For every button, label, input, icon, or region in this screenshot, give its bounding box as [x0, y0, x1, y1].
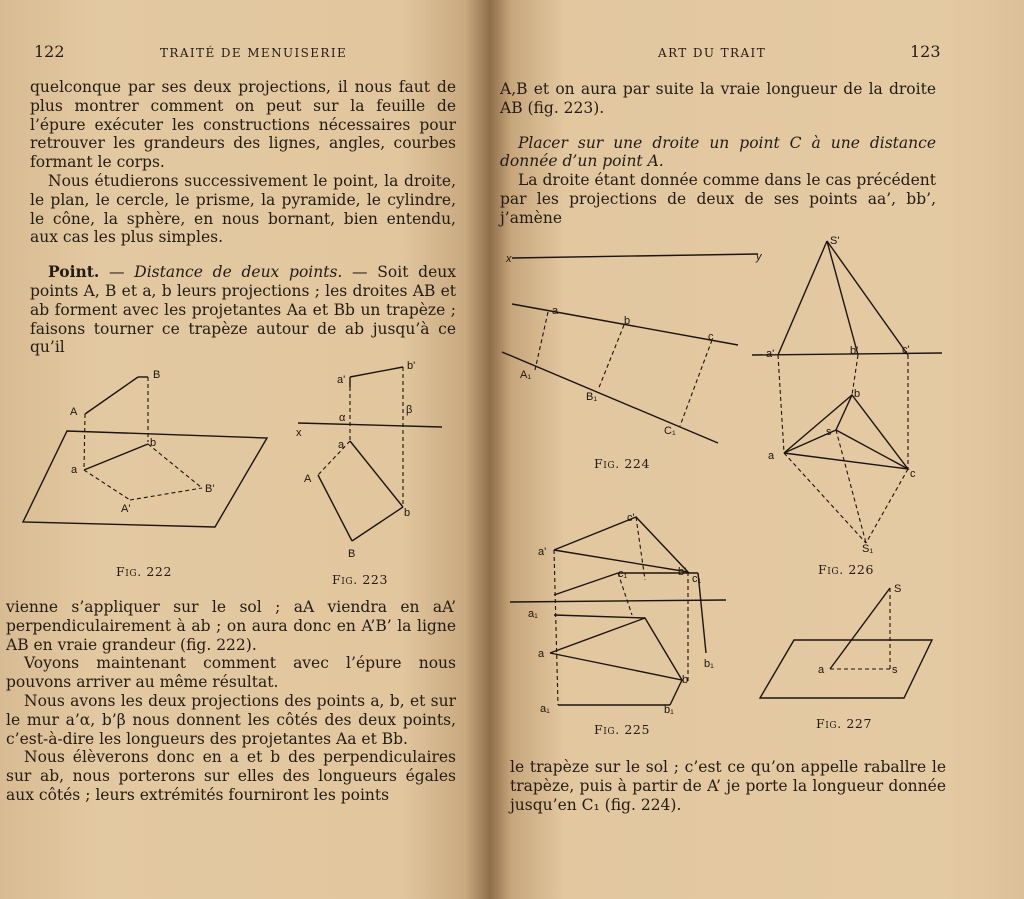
fig223-label: α	[339, 412, 346, 424]
fig225-label: b₁	[704, 658, 714, 670]
fig222-caption: Fig. 222	[116, 564, 173, 579]
fig224-label: b	[624, 315, 631, 327]
fig222-label: a	[71, 464, 78, 476]
fig222-label: B	[153, 369, 161, 381]
right-page	[490, 0, 1024, 899]
left-text-block-1	[30, 78, 456, 357]
italic-heading: Placer sur une droite un point C à une distance donnée d’un point A.	[500, 133, 936, 171]
left-page	[0, 0, 490, 899]
fig227-label: s	[892, 664, 898, 676]
paragraph-text: Soit deux points A, B et a, b leurs projections ; les droites AB et ab forment avec les projetantes Aa et Bb un trapèze ; faisons tourner ce trapèze autour de ab jusqu’à ce qu’il	[30, 263, 456, 357]
fig223-label: a'	[337, 374, 346, 386]
figure-225	[500, 505, 740, 715]
paragraph: La droite étant donnée comme dans le cas précédent par les projections de deux de ses points aa’, bb’, j’amène	[500, 171, 936, 227]
figure-223	[290, 355, 460, 565]
fig225-label: b	[682, 674, 689, 686]
running-head-right: ART DU TRAIT	[658, 46, 767, 60]
fig226-label: a	[768, 450, 775, 462]
fig223-label: x	[296, 427, 302, 439]
fig227-caption: Fig. 227	[816, 716, 873, 731]
fig227-label: S	[894, 583, 902, 595]
section-subtitle: Distance de deux points.	[134, 263, 343, 282]
page-number-left: 122	[34, 42, 65, 61]
fig225-label: a₁	[540, 703, 550, 715]
fig225-caption: Fig. 225	[594, 722, 651, 737]
paragraph: le trapèze sur le sol ; c’est ce qu’on appelle raballre le trapèze, puis à partir de A’ je porte la longueur donnée jusqu’en C₁ (fig. 224).	[510, 758, 946, 814]
figure-222	[0, 360, 290, 560]
fig224-label: x	[506, 253, 512, 265]
figure-224	[490, 240, 762, 450]
fig222-label: B'	[205, 483, 215, 495]
paragraph: quelconque par ses deux projections, il nous faut de plus montrer comment on peut sur la feuille de l’épure exécuter les constructions nécessaires pour retrouver les grandeurs des lignes, angles, courbes formant le corps.	[30, 78, 456, 172]
point-paragraph: Point. — Distance de deux points. — Soit deux points A, B et a, b leurs projections ; les droites AB et ab forment avec les projetantes Aa et Bb un trapèze ; faisons tourner ce trapèze autour de ab jusqu’à ce qu’il	[30, 262, 456, 357]
fig224-caption: Fig. 224	[594, 456, 651, 471]
paragraph: Nous étudierons successivement le point, la droite, le plan, le cercle, le prisme, la pyramide, le cylindre, le cône, la sphère, en nous bornant, bien entendu, aux cas les plus simples.	[30, 171, 456, 247]
fig227-label: a	[818, 664, 825, 676]
fig223-label: b'	[407, 360, 416, 372]
fig225-label: b₁	[664, 704, 674, 716]
fig224-label: a	[552, 305, 559, 317]
fig223-label: a	[338, 439, 345, 451]
fig226-label: c	[910, 468, 916, 480]
fig223-label: A	[304, 473, 312, 485]
figure-226	[746, 225, 946, 555]
fig224-label: C₁	[664, 425, 676, 437]
fig226-label: s	[826, 426, 832, 438]
fig225-label: a₁	[528, 608, 538, 620]
fig225-label: a	[538, 648, 545, 660]
fig226-label: S'	[830, 235, 840, 247]
fig225-label: c₁	[618, 568, 628, 580]
running-head-left: TRAITÉ DE MENUISERIE	[160, 46, 348, 60]
fig224-label: A₁	[520, 369, 532, 381]
paragraph: Voyons maintenant comment avec l’épure nous pouvons arriver au même résultat.	[6, 654, 456, 692]
fig226-label: a'	[766, 348, 775, 360]
fig224-label: y	[756, 251, 762, 263]
right-text-block-1	[500, 80, 936, 228]
fig222-label: A'	[121, 503, 131, 515]
fig224-label: c	[708, 331, 714, 343]
left-text-block-2	[6, 598, 456, 805]
right-text-block-2	[510, 758, 946, 814]
fig222-label: A	[70, 406, 78, 418]
figure-227	[752, 578, 942, 708]
fig225-label: c'	[627, 512, 635, 524]
fig226-label: b	[854, 388, 861, 400]
fig224-label: B₁	[586, 391, 598, 403]
paragraph: Nous avons les deux projections des points a, b, et sur le mur a’α, b’β nous donnent les côtés des deux points, c’est-à-dire les longueurs des projetantes Aa et Bb.	[6, 691, 456, 748]
fig223-label: B	[348, 548, 356, 560]
paragraph: vienne s’appliquer sur le sol ; aA viendra en aA’ perpendiculairement à ab ; on aura donc en A’B’ la ligne AB en vraie grandeur (fig. 222).	[6, 598, 456, 654]
fig226-label: S₁	[862, 543, 874, 555]
paragraph: Nous élèverons donc en a et b des perpendiculaires sur ab, nous porterons sur elles des longueurs égales aux côtés ; leurs extrémités fourniront les points	[6, 748, 456, 804]
fig223-label: b	[404, 507, 411, 519]
fig225-label: b'	[678, 566, 687, 578]
fig222-label: b	[150, 437, 157, 449]
section-heading: Point.	[48, 262, 100, 282]
paragraph: A,B et on aura par suite la vraie longueur de la droite AB (fig. 223).	[500, 80, 936, 117]
fig223-caption: Fig. 223	[332, 572, 389, 587]
fig223-label: β	[406, 404, 413, 416]
page-number-right: 123	[910, 42, 941, 61]
fig225-label: a'	[538, 546, 547, 558]
fig225-label: c₁	[692, 573, 702, 585]
fig226-label: b'	[850, 345, 859, 357]
fig226-caption: Fig. 226	[818, 562, 875, 577]
fig226-label: c'	[902, 344, 910, 356]
